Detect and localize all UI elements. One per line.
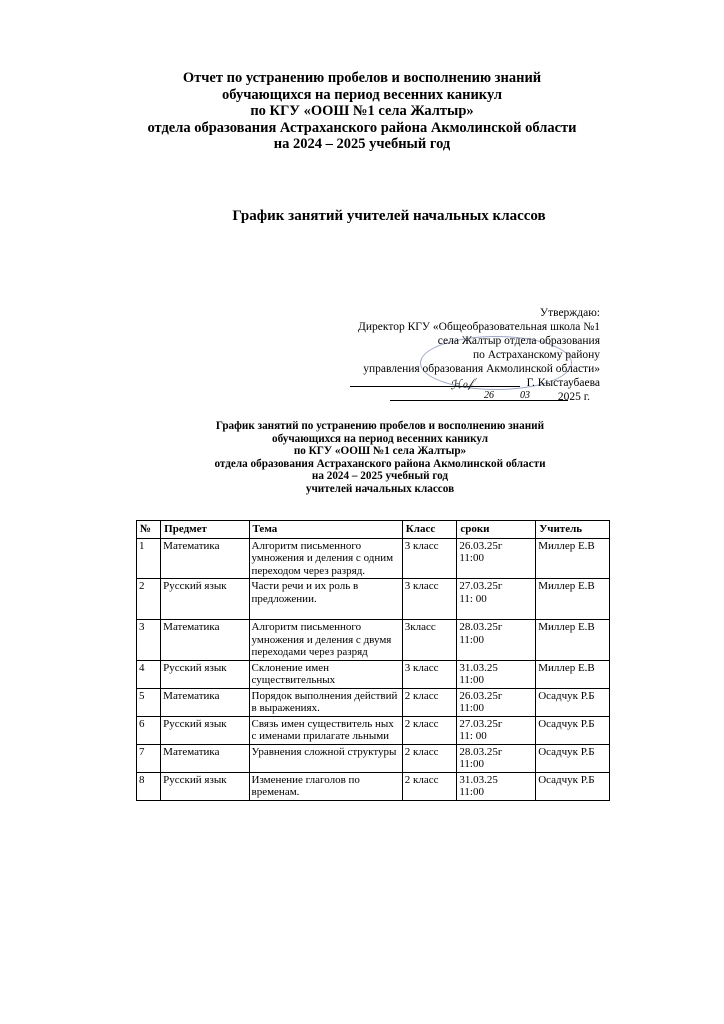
row-topic: Порядок выполнения действий в выражениях. (249, 688, 402, 716)
row-dates (457, 772, 536, 800)
schedule-heading-line: График занятий по устранению пробелов и восполнению знаний (215, 420, 545, 432)
table-row (137, 538, 610, 579)
report-title (0, 70, 724, 153)
row-class: 2 класс (402, 716, 457, 744)
row-time: 11:00 (459, 552, 484, 564)
row-class: 3 класс (402, 538, 457, 579)
table-row (137, 716, 610, 744)
table-row (137, 688, 610, 716)
header-topic: Тема (249, 521, 402, 539)
row-teacher: Осадчук Р.Б (536, 716, 610, 744)
row-time: 11:00 (459, 702, 484, 714)
row-number: 1 (137, 538, 161, 579)
row-class: 2 класс (402, 772, 457, 800)
row-teacher: Миллер Е.В (536, 620, 610, 661)
date-line (390, 400, 568, 401)
row-subject: Русский язык (161, 579, 249, 620)
approval-line: Директор КГУ «Общеобразовательная школа №1 (358, 321, 600, 333)
table-row (137, 744, 610, 772)
row-topic: Связь имен существитель ных с именами прилагате льными (249, 716, 402, 744)
approval-date-year: 2025 г. (557, 391, 590, 403)
schedule-heading-line: по КГУ «ООШ №1 села Жалтыр» (293, 445, 467, 458)
row-dates (457, 660, 536, 688)
signer-name: Г. Кыстаубаева (526, 377, 600, 389)
row-topic: Склонение имен существительных (249, 660, 402, 688)
handwritten-signature: ℋℴ𝒻 (449, 375, 474, 393)
row-subject: Русский язык (161, 716, 249, 744)
row-class: 3 класс (402, 660, 457, 688)
row-topic: Изменение глаголов по временам. (249, 772, 402, 800)
row-dates (457, 744, 536, 772)
row-teacher: Миллер Е.В (536, 538, 610, 579)
row-subject: Русский язык (161, 660, 249, 688)
row-date: 28.03.25г (459, 745, 503, 758)
row-time: 11:00 (459, 674, 484, 686)
row-dates (457, 716, 536, 744)
schedule-subtitle: График занятий учителей начальных классов (232, 208, 546, 224)
approval-date-month: 03 (520, 390, 530, 401)
row-time: 11:00 (459, 758, 484, 770)
row-topic: Алгоритм письменного умножения и деления с одним переходом через разряд. (249, 538, 402, 579)
row-date: 28.03.25г (459, 621, 503, 633)
approval-line: управления образования Акмолинской области» (363, 363, 600, 375)
schedule-heading-line: на 2024 – 2025 учебный год (311, 470, 449, 483)
table-row (137, 772, 610, 800)
row-subject: Русский язык (161, 772, 249, 800)
report-title-line: отдела образования Астраханского района Акмолинской области (147, 119, 577, 136)
row-number: 4 (137, 660, 161, 688)
row-subject: Математика (161, 744, 249, 772)
row-number: 5 (137, 688, 161, 716)
table-row (137, 660, 610, 688)
row-number: 8 (137, 772, 161, 800)
report-title-line: на 2024 – 2025 учебный год (273, 136, 451, 152)
row-dates (457, 688, 536, 716)
row-teacher: Осадчук Р.Б (536, 688, 610, 716)
schedule-heading-line: учителей начальных классов (305, 482, 455, 495)
row-topic: Уравнения сложной структуры (249, 744, 402, 772)
header-subject: Предмет (161, 521, 249, 539)
row-class: 2 класс (402, 744, 457, 772)
report-title-line: Отчет по устранению пробелов и восполнению знаний (182, 70, 542, 86)
schedule-table (136, 520, 610, 801)
row-subject: Математика (161, 620, 249, 661)
row-number: 3 (137, 620, 161, 661)
row-teacher: Миллер Е.В (536, 579, 610, 620)
row-class: 3 класс (402, 579, 457, 620)
header-teacher: Учитель (536, 521, 610, 539)
schedule-heading-line: отдела образования Астраханского района Акмолинской области (214, 457, 546, 470)
header-dates: сроки (457, 521, 536, 539)
row-dates (457, 579, 536, 620)
table-row (137, 579, 610, 620)
row-date: 31.03.25 (459, 661, 498, 674)
row-dates (457, 620, 536, 661)
row-topic: Алгоритм письменного умножения и деления с двумя переходами через разряд (249, 620, 402, 661)
table-row (137, 620, 610, 661)
row-subject: Математика (161, 538, 249, 579)
row-time: 11:00 (459, 633, 484, 646)
table-header-row (137, 521, 610, 539)
approval-date-day: 26 (484, 390, 494, 401)
report-title-line: обучающихся на период весенних каникул (222, 86, 502, 103)
schedule-heading (185, 420, 575, 496)
row-date: 27.03.25г (459, 580, 503, 592)
row-date: 27.03.25г (459, 717, 503, 730)
row-time: 11: 00 (459, 592, 487, 605)
row-number: 6 (137, 716, 161, 744)
row-number: 2 (137, 579, 161, 620)
row-teacher: Осадчук Р.Б (536, 744, 610, 772)
approval-line: села Жалтыр отдела образования (437, 335, 600, 347)
schedule-heading-line: обучающихся на период весенних каникул (271, 432, 488, 445)
approval-date-row (300, 390, 600, 404)
row-number: 7 (137, 744, 161, 772)
row-date: 31.03.25 (459, 773, 498, 786)
row-date: 26.03.25г (459, 689, 503, 702)
approval-block (300, 306, 600, 404)
approval-line: по Астраханскому району (473, 349, 600, 361)
row-class: 2 класс (402, 688, 457, 716)
report-title-line: по КГУ «ООШ №1 села Жалтыр» (250, 103, 474, 119)
signature-line (350, 386, 520, 387)
row-time: 11: 00 (459, 730, 487, 742)
row-date: 26.03.25г (459, 539, 503, 552)
header-class: Класс (402, 521, 457, 539)
row-class: 3класс (402, 620, 457, 661)
row-teacher: Осадчук Р.Б (536, 772, 610, 800)
row-dates (457, 538, 536, 579)
row-subject: Математика (161, 688, 249, 716)
row-teacher: Миллер Е.В (536, 660, 610, 688)
header-number: № (137, 521, 161, 539)
row-topic: Части речи и их роль в предложении. (249, 579, 402, 620)
signature-row (300, 375, 600, 393)
approval-line: Утверждаю: (539, 307, 600, 319)
row-time: 11:00 (459, 786, 484, 798)
